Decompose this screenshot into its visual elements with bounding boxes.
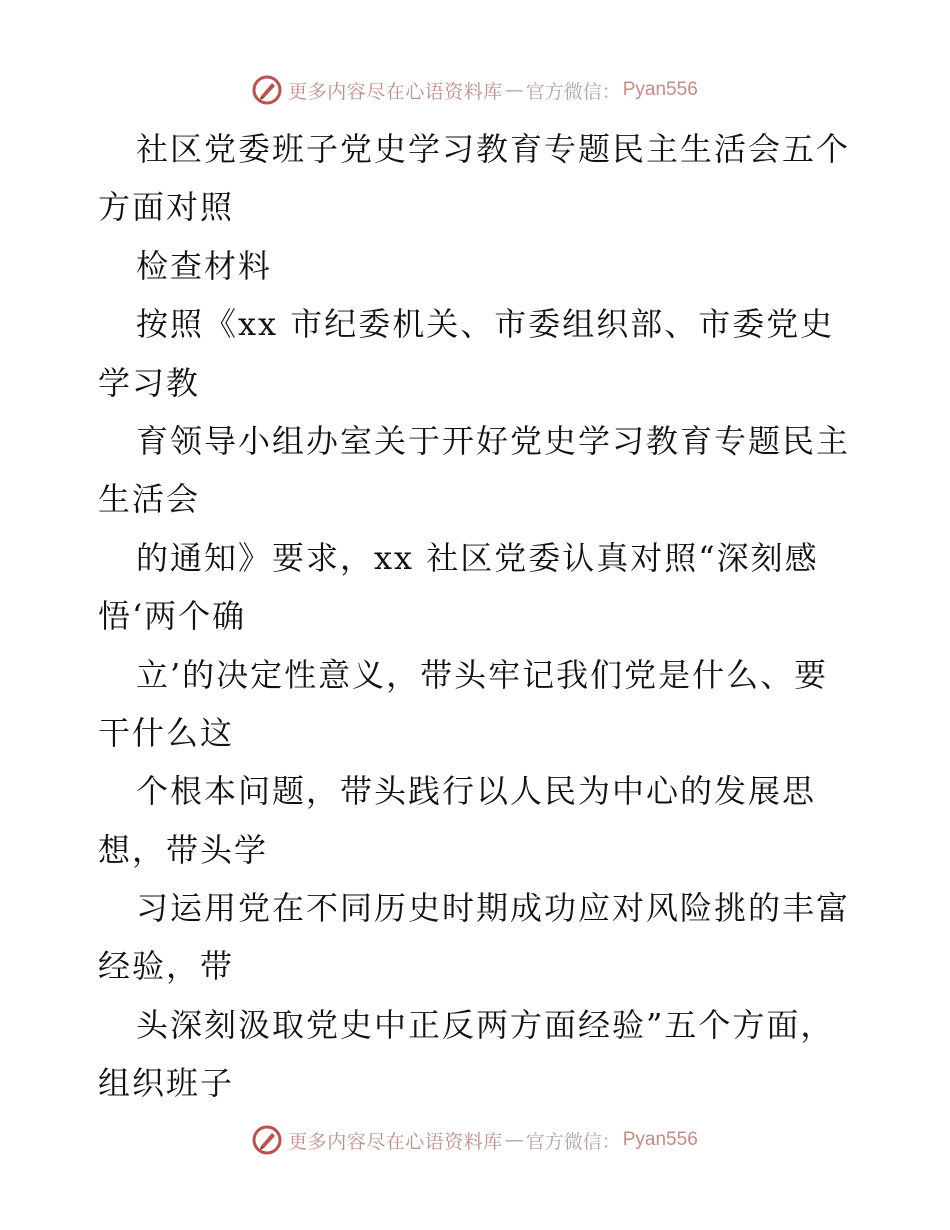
paragraph-line: 学习教 xyxy=(98,363,201,402)
banner-wechat-label: 官方微信： xyxy=(525,80,621,103)
paragraph-line: 个根本问题，带头践行以人民为中心的发展思 xyxy=(136,772,817,811)
banner-wechat-label: 官方微信： xyxy=(525,1130,621,1153)
banner-site-text: 更多内容尽在心语资料库 xyxy=(288,80,503,103)
paragraph-line: 方面对照 xyxy=(98,188,235,227)
paragraph-line: 头深刻汲取党史中正反两方面经验”五个方面， xyxy=(136,1005,835,1044)
paragraph-line: 组织班子 xyxy=(98,1064,235,1103)
footer-watermark-banner xyxy=(0,1120,950,1160)
document-body xyxy=(98,120,858,1113)
paragraph-line: 生活会 xyxy=(98,480,201,519)
paragraph-line: 按照《xx 市纪委机关、市委组织部、市委党史 xyxy=(136,305,835,344)
paragraph-line: 育领导小组办室关于开好党史学习教育专题民主 xyxy=(136,421,851,460)
banner-site-text: 更多内容尽在心语资料库 xyxy=(288,1130,503,1153)
paragraph-line: 干什么这 xyxy=(98,713,235,752)
paragraph-line: 想，带头学 xyxy=(98,830,269,869)
paragraph-line: 习运用党在不同历史时期成功应对风险挑的丰富 xyxy=(136,889,851,928)
banner-dash: — xyxy=(504,1129,524,1151)
banner-wechat-id: Pyan556 xyxy=(622,79,698,100)
paragraph-line: 悟‘两个确 xyxy=(98,597,247,636)
paragraph-line: 经验，带 xyxy=(98,947,235,986)
paragraph-line: 的通知》要求，xx 社区党委认真对照“深刻感 xyxy=(136,538,819,577)
pen-logo-icon xyxy=(252,75,282,105)
paragraph-line: 社区党委班子党史学习教育专题民主生活会五个 xyxy=(136,130,851,168)
header-watermark-banner xyxy=(0,70,950,110)
banner-wechat-id: Pyan556 xyxy=(622,1129,698,1150)
pen-logo-icon xyxy=(252,1125,282,1155)
paragraph-line: 立’的决定性意义，带头牢记我们党是什么、要 xyxy=(136,655,829,694)
banner-dash: — xyxy=(504,79,524,101)
paragraph-line: 检查材料 xyxy=(136,246,273,285)
